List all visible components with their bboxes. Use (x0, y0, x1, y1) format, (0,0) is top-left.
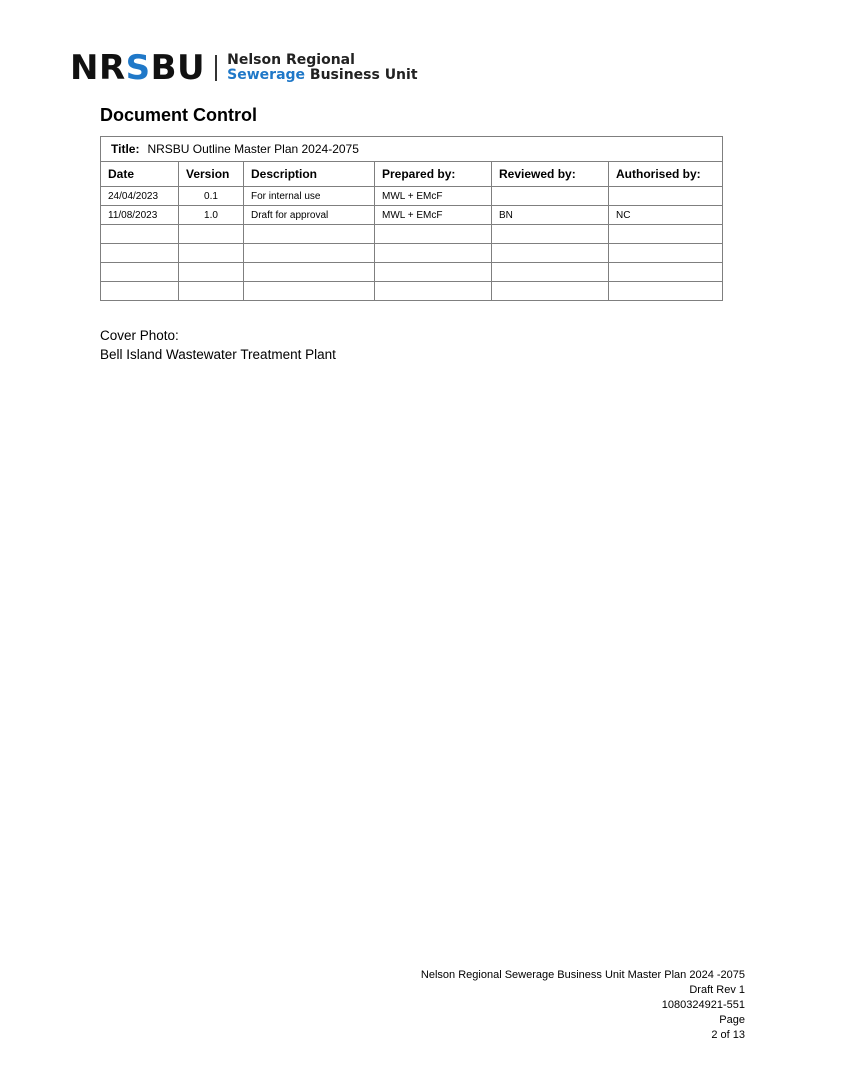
column-header-date: Date (101, 162, 179, 187)
cover-photo-label: Cover Photo: (100, 328, 179, 343)
logo-mark-part2: BU (150, 48, 206, 88)
cell-version (179, 263, 244, 282)
cell-version (179, 282, 244, 301)
column-header-reviewed-by: Reviewed by: (492, 162, 609, 187)
cell-authorised-by (609, 282, 723, 301)
table-row (101, 225, 723, 244)
cell-version (179, 225, 244, 244)
footer-page-label: Page (719, 1014, 745, 1026)
cell-date (101, 263, 179, 282)
cell-reviewed-by (492, 244, 609, 263)
logo-line2 (227, 68, 417, 83)
header-row (101, 162, 723, 187)
cell-date (101, 225, 179, 244)
logo-mark-accent: S (125, 48, 151, 88)
footer-document-number: 1080324921-551 (661, 999, 745, 1011)
table-row (101, 206, 723, 225)
cell-description (244, 263, 375, 282)
logo-line2-rest: Business Unit (305, 67, 418, 83)
cell-description: Draft for approval (244, 206, 375, 225)
logo-mark-part1: NR (70, 48, 126, 88)
cell-description (244, 282, 375, 301)
cell-version: 1.0 (179, 206, 244, 225)
cell-date (101, 244, 179, 263)
column-header-prepared-by: Prepared by: (375, 162, 492, 187)
title-label: Title: (111, 142, 140, 156)
cell-authorised-by (609, 244, 723, 263)
nrsbu-logo (70, 48, 418, 88)
cell-reviewed-by (492, 187, 609, 206)
cell-reviewed-by (492, 263, 609, 282)
table-row (101, 187, 723, 206)
cover-photo-caption (100, 326, 336, 364)
cell-description: For internal use (244, 187, 375, 206)
cell-description (244, 244, 375, 263)
column-header-version: Version (179, 162, 244, 187)
cell-reviewed-by: BN (492, 206, 609, 225)
page-title: Document Control (100, 105, 257, 125)
footer-page-number: 2 of 13 (711, 1029, 745, 1041)
page-footer (421, 968, 745, 1043)
cell-authorised-by (609, 263, 723, 282)
table-row (101, 244, 723, 263)
cell-prepared-by (375, 244, 492, 263)
cover-photo-value: Bell Island Wastewater Treatment Plant (100, 347, 336, 362)
cell-reviewed-by (492, 225, 609, 244)
cell-prepared-by: MWL + EMcF (375, 206, 492, 225)
footer-document-title: Nelson Regional Sewerage Business Unit Master Plan 2024 -2075 (420, 969, 745, 981)
table-row (101, 263, 723, 282)
cell-prepared-by (375, 263, 492, 282)
cell-version (179, 244, 244, 263)
cell-date: 24/04/2023 (101, 187, 179, 206)
cell-date: 11/08/2023 (101, 206, 179, 225)
logo-line2-accent: Sewerage (227, 67, 306, 83)
cell-prepared-by: MWL + EMcF (375, 187, 492, 206)
logo-mark (70, 48, 206, 88)
cell-authorised-by: NC (609, 206, 723, 225)
title-value: NRSBU Outline Master Plan 2024-2075 (147, 142, 359, 156)
title-row (101, 137, 723, 162)
cell-authorised-by (609, 187, 723, 206)
title-cell (101, 137, 723, 162)
cell-prepared-by (375, 225, 492, 244)
cell-description (244, 225, 375, 244)
cell-version: 0.1 (179, 187, 244, 206)
column-header-authorised-by: Authorised by: (609, 162, 723, 187)
cell-prepared-by (375, 282, 492, 301)
cell-authorised-by (609, 225, 723, 244)
logo-line1: Nelson Regional (227, 52, 355, 69)
logo-text (227, 53, 417, 82)
cell-reviewed-by (492, 282, 609, 301)
footer-revision: Draft Rev 1 (689, 984, 745, 996)
document-control-table (100, 136, 723, 301)
column-header-description: Description (244, 162, 375, 187)
table-row (101, 282, 723, 301)
logo-divider (215, 55, 217, 81)
cell-date (101, 282, 179, 301)
